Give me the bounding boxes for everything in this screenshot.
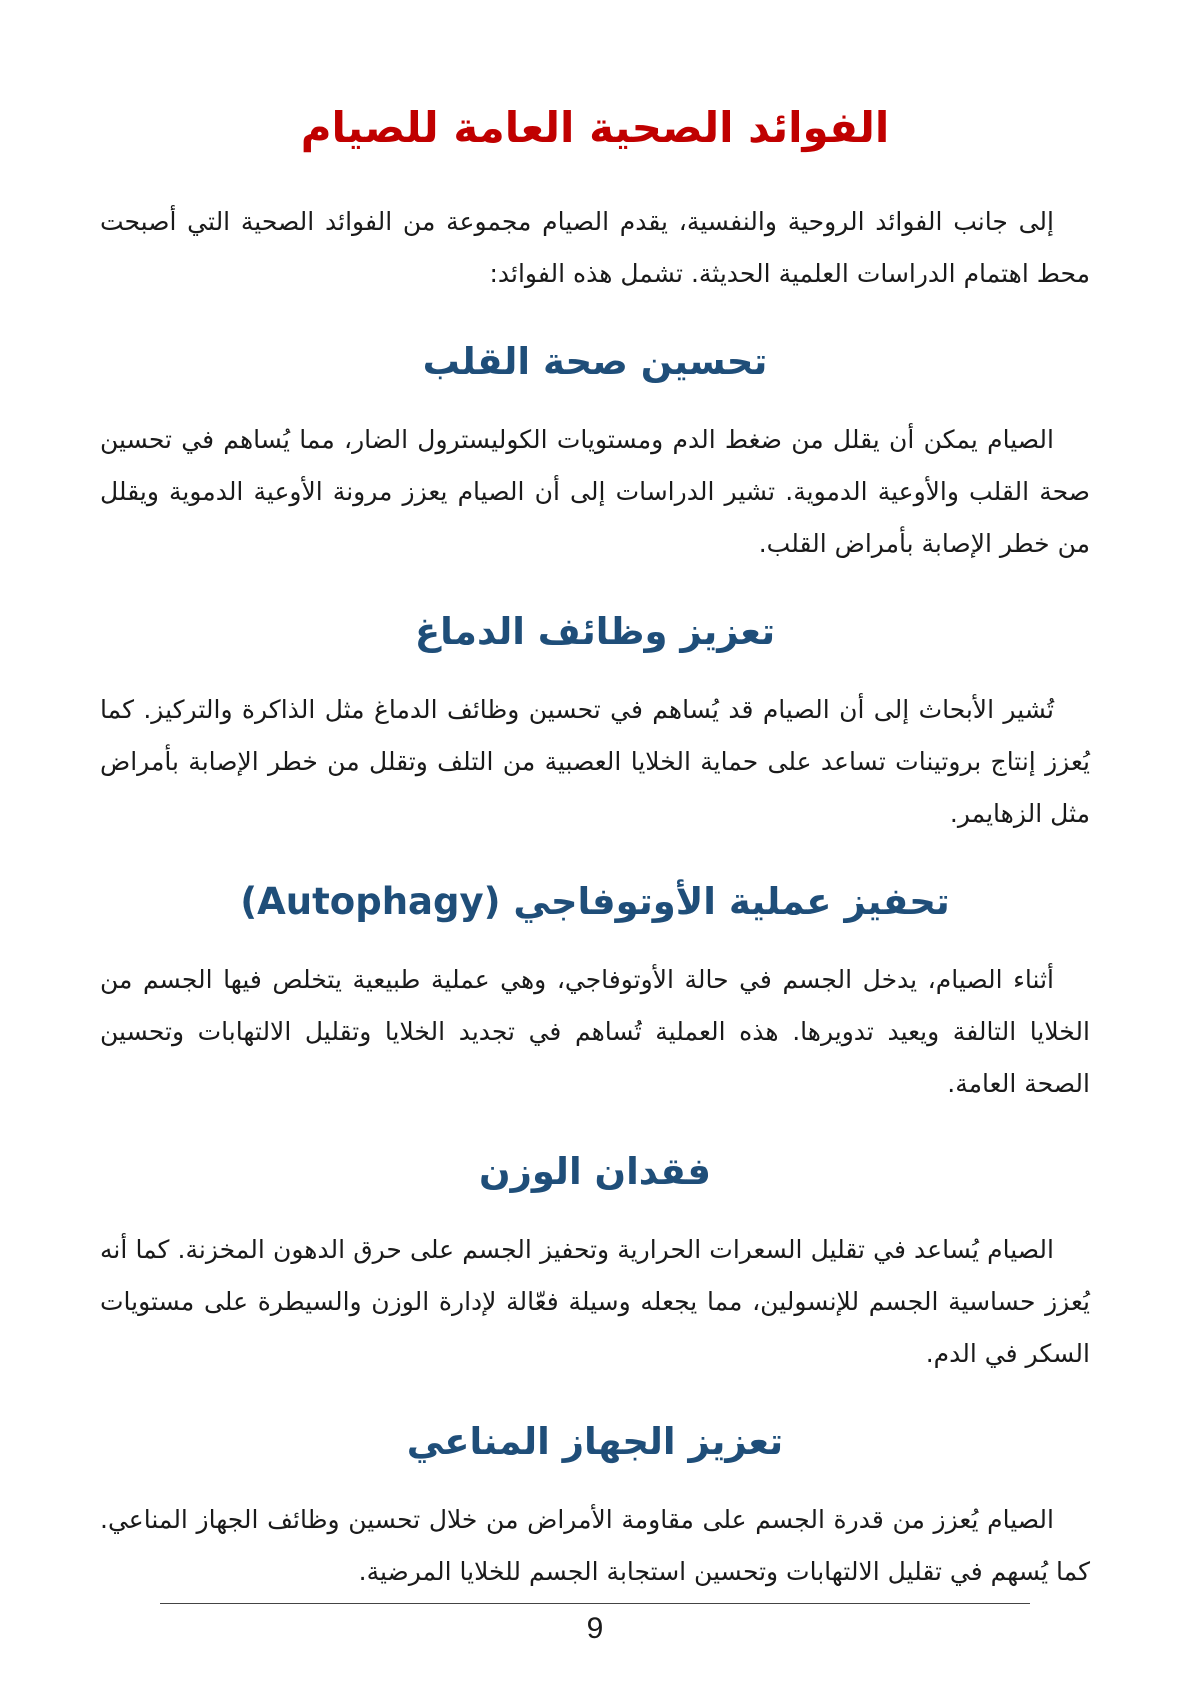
section-body-immune: الصيام يُعزز من قدرة الجسم على مقاومة الأمراض من خلال تحسين وظائف الجهاز المناعي. كما يُسهم في تقليل الالتهابات وتحسين استجابة الجسم للخلايا المرضية. — [100, 1505, 1090, 1586]
section-heading-immune: تعزيز الجهاز المناعي — [406, 1420, 784, 1463]
section-body-heart: الصيام يمكن أن يقلل من ضغط الدم ومستويات الكوليسترول الضار، مما يُساهم في تحسين صحة القلب والأوعية الدموية. تشير الدراسات إلى أن الصيام يعزز مرونة الأوعية الدموية ويقلل من خطر الإصابة بأمراض القلب. — [100, 425, 1090, 558]
section-heading-heart: تحسين صحة القلب — [422, 340, 768, 383]
section-heading-brain: تعزيز وظائف الدماغ — [414, 610, 776, 653]
section-heading-autophagy: تحفيز عملية الأوتوفاجي (Autophagy) — [240, 880, 950, 923]
section-heading-weight-loss: فقدان الوزن — [478, 1150, 712, 1193]
page-title: الفوائد الصحية العامة للصيام — [300, 103, 890, 152]
section-body-autophagy: أثناء الصيام، يدخل الجسم في حالة الأوتوفاجي، وهي عملية طبيعية يتخلص فيها الجسم من الخلايا التالفة ويعيد تدويرها. هذه العملية تُساهم في تجديد الخلايا وتقليل الالتهابات وتحسين الصحة العامة. — [100, 965, 1090, 1098]
intro-paragraph: إلى جانب الفوائد الروحية والنفسية، يقدم الصيام مجموعة من الفوائد الصحية التي أصبحت محط اهتمام الدراسات العلمية الحديثة. تشمل هذه الفوائد: — [100, 207, 1090, 288]
document-page — [100, 98, 1090, 1632]
page-number: 9 — [586, 1612, 604, 1645]
section-body-brain: تُشير الأبحاث إلى أن الصيام قد يُساهم في تحسين وظائف الدماغ مثل الذاكرة والتركيز. كما يُعزز إنتاج بروتينات تساعد على حماية الخلايا العصبية من التلف وتقلل من خطر الإصابة بأمراض مثل الزهايمر. — [100, 695, 1090, 828]
section-body-weight-loss: الصيام يُساعد في تقليل السعرات الحرارية وتحفيز الجسم على حرق الدهون المخزنة. كما أنه يُعزز حساسية الجسم للإنسولين، مما يجعله وسيلة فعّالة لإدارة الوزن والسيطرة على مستويات السكر في الدم. — [100, 1235, 1090, 1368]
footer-divider — [160, 1603, 1030, 1604]
